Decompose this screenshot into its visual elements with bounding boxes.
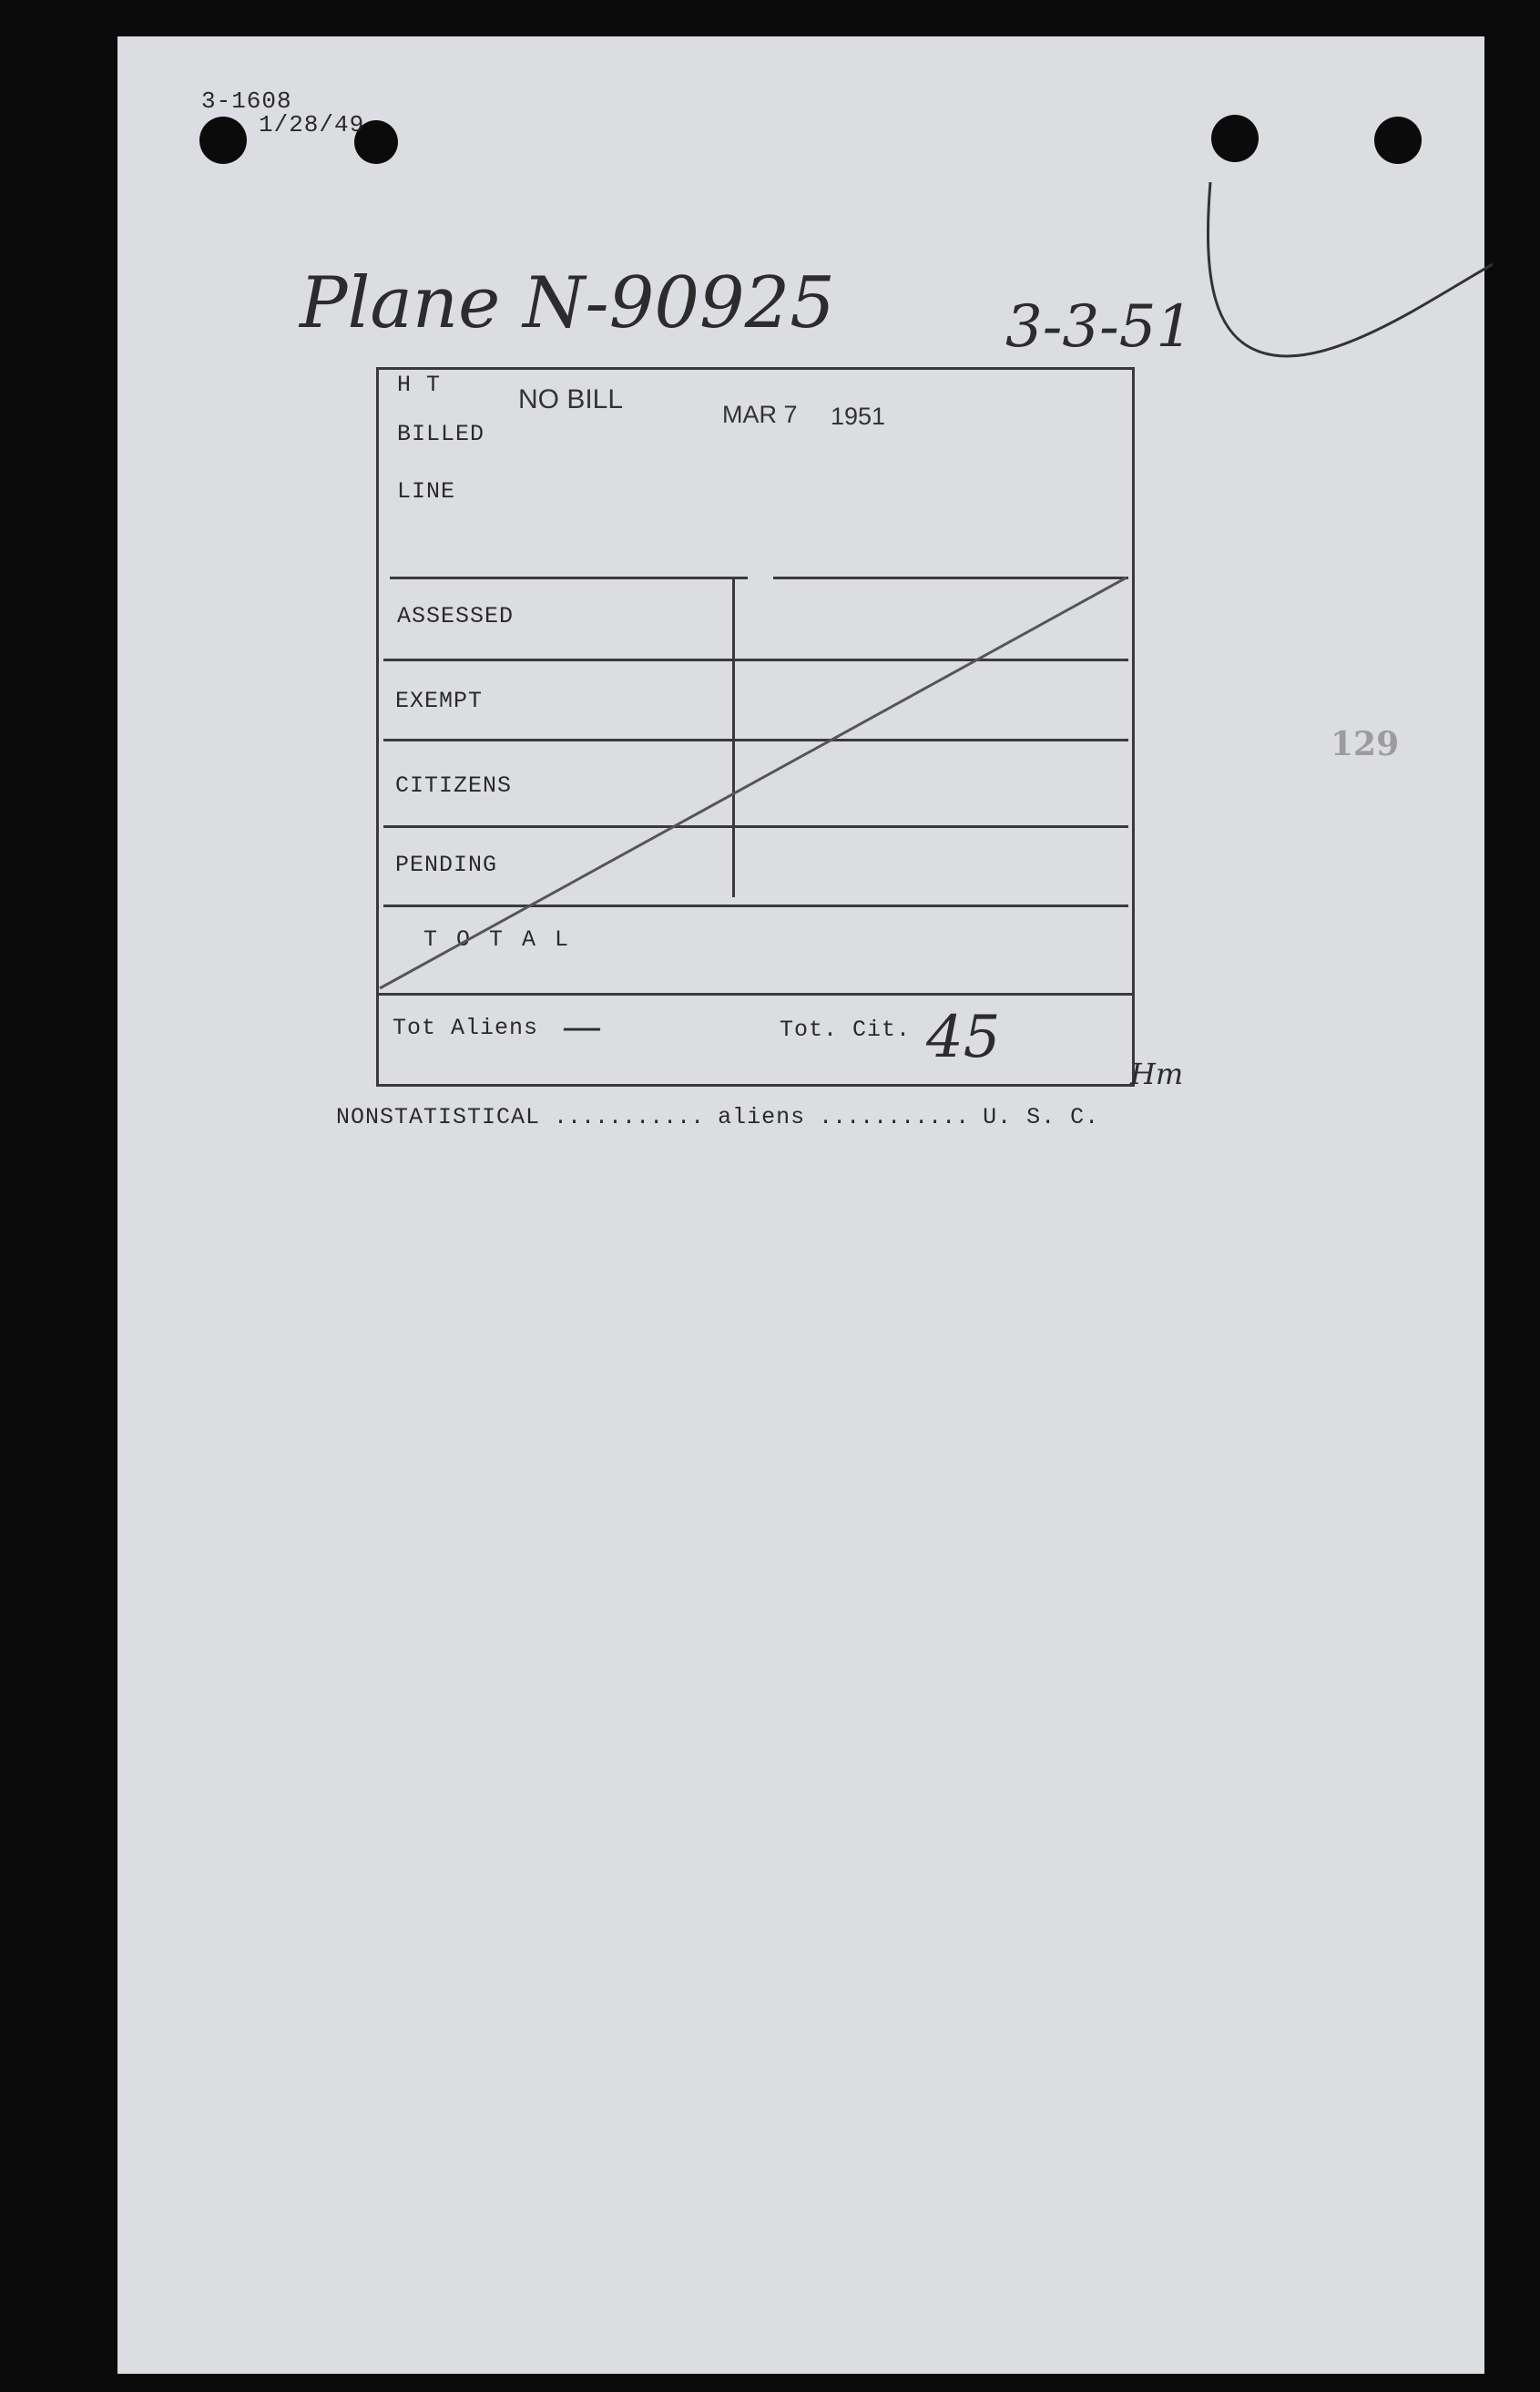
label-line: LINE: [397, 478, 456, 505]
punch-hole-right-2: [1374, 117, 1422, 164]
footer-dots-2: ...........: [805, 1104, 984, 1130]
footer-dots-1: ...........: [540, 1104, 719, 1130]
footer-aliens-label: aliens: [718, 1104, 806, 1130]
punch-hole-right-1: [1211, 115, 1259, 162]
divider-6: [376, 993, 1135, 996]
label-total: T O T A L: [423, 926, 572, 953]
form-code: 3-1608: [201, 87, 292, 115]
stamp-date: MAR 7: [722, 401, 798, 428]
value-tot-cit: 45: [926, 1004, 1001, 1071]
stamp-year: 1951: [831, 403, 886, 430]
punch-hole-left: [199, 117, 247, 164]
label-ht: H T: [397, 372, 442, 398]
diagonal-strike-line: [376, 574, 1132, 993]
label-tot-cit: Tot. Cit.: [780, 1017, 912, 1043]
label-citizens: CITIZENS: [395, 772, 513, 799]
document-page: [117, 36, 1484, 2374]
value-tot-aliens: —: [562, 1004, 602, 1050]
pen-mark-curve: [1192, 164, 1493, 373]
form-date: 1/28/49: [259, 111, 365, 138]
footer-usc-label: U. S. C.: [983, 1104, 1100, 1130]
footer-nonstat-label: NONSTATISTICAL: [336, 1104, 541, 1130]
box-bottom-border: [376, 1084, 1135, 1087]
label-tot-aliens: Tot Aliens: [393, 1015, 539, 1041]
label-exempt: EXEMPT: [395, 688, 484, 714]
stamp-no-bill: NO BILL: [518, 384, 624, 414]
label-assessed: ASSESSED: [397, 603, 515, 629]
label-pending: PENDING: [395, 852, 498, 878]
label-billed: BILLED: [397, 421, 485, 447]
box-right-border: [1132, 367, 1135, 1087]
handwritten-date: 3-3-51: [1005, 293, 1194, 361]
footer-nonstatistical: [336, 1104, 1099, 1130]
handwritten-plane-number: Plane N-90925: [300, 262, 835, 344]
box-top-border: [376, 367, 1135, 370]
handwritten-initials: Hm: [1130, 1057, 1184, 1091]
page-number: 129: [1331, 725, 1400, 763]
